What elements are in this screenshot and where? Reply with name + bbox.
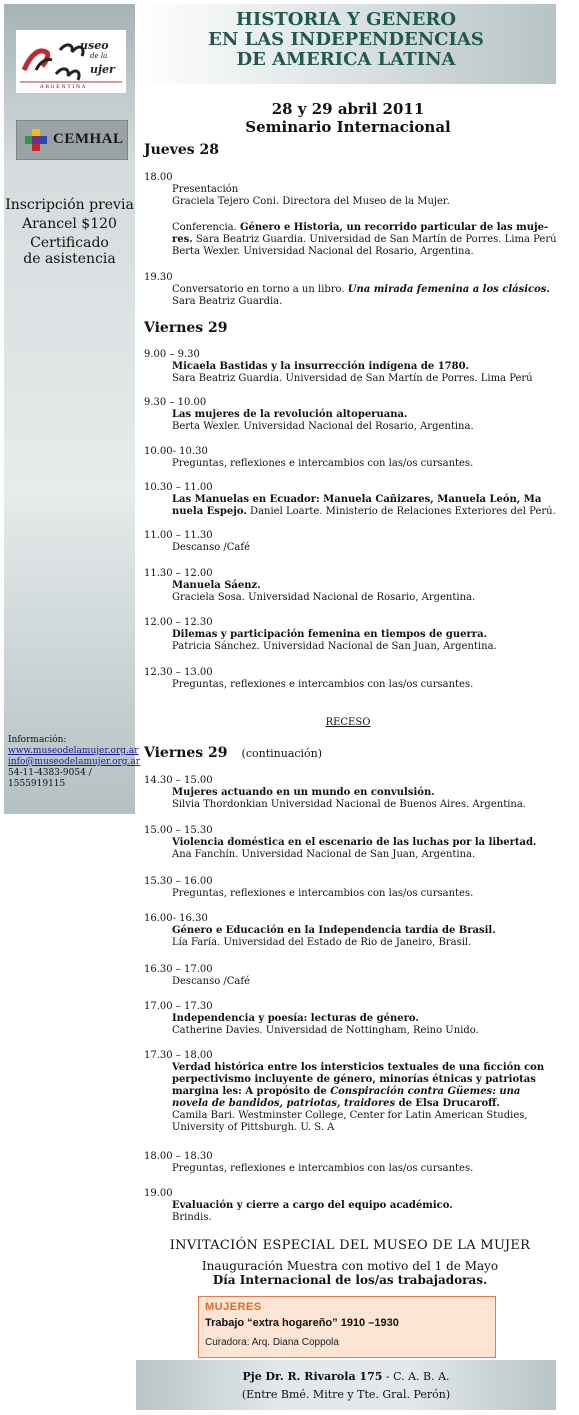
item-title: Género e Educación en la Independencia tardía de Brasil.: [172, 925, 496, 936]
item-speaker: Catherine Davies. Universidad de Nottingham, Reino Unido.: [172, 1025, 479, 1036]
item-line: [144, 222, 558, 234]
logo-text-museo: useo: [80, 39, 109, 52]
program-item: [144, 397, 558, 433]
item-line: [144, 506, 558, 518]
invitation-highlight: Día Internacional de los/as trabajadoras.: [212, 1273, 488, 1287]
item-title: Las mujeres de la revolución altoperuana.: [172, 409, 408, 420]
item-title: Micaela Bastidas y la insurrección indígena de 1780.: [172, 361, 470, 372]
item-line: Descanso /Café: [172, 976, 251, 987]
item-line: [144, 284, 558, 296]
program-item: [144, 667, 558, 691]
email-link[interactable]: info@museodelamujer.org.ar: [8, 757, 141, 767]
item-time: 10.00- 10.30: [144, 446, 208, 457]
program-item: [144, 1001, 558, 1037]
item-time: 18.00 – 18.30: [144, 1151, 213, 1162]
item-title: Violencia doméstica en el escenario de las luchas por la libertad.: [172, 837, 537, 848]
website-link[interactable]: www.museodelamujer.org.ar: [8, 746, 139, 756]
item-title: Género e Historia, un recorrido particular de las muje-: [240, 222, 549, 233]
logo-text-argentina: A R G E N T I N A: [40, 84, 86, 90]
day-heading-viernes: Viernes 29: [144, 320, 228, 336]
item-speaker: Berta Wexler. Universidad Nacional del Rosario, Argentina.: [172, 421, 474, 432]
item-line: Preguntas, reflexiones e intercambios con las/os cursantes.: [172, 888, 474, 899]
invitation-title: INVITACIÓN ESPECIAL DEL MUSEO DE LA MUJER: [169, 1238, 531, 1253]
item-time: 19.00: [144, 1188, 173, 1199]
cemhal-logo: [16, 120, 128, 160]
item-line: Descanso /Café: [172, 542, 251, 553]
item-speaker: Silvia Thordonkian Universidad Nacional de Buenos Aires. Argentina.: [172, 799, 526, 810]
item-speaker: Berta Wexler. Universidad Nacional del Rosario, Argentina.: [172, 246, 474, 257]
item-line: Preguntas, reflexiones e intercambios con las/os cursantes.: [172, 1163, 474, 1174]
invitation-line: Inauguración Muestra con motivo del 1 de Mayo: [201, 1259, 499, 1273]
program-item: [144, 876, 558, 900]
program-item: [144, 222, 558, 258]
program-item: [144, 617, 558, 653]
item-title-cont: nuela Espejo.: [172, 506, 247, 517]
program-item: [144, 1188, 558, 1224]
item-time: 9.00 – 9.30: [144, 349, 200, 360]
item-speaker: University of Pittsburgh. U. S. A: [172, 1122, 335, 1133]
museo-logo: [16, 30, 126, 93]
exhibition-title: MUJERES: [205, 1301, 262, 1313]
contact-phone: 54-11-4383-9054 / 1555919115: [8, 768, 92, 789]
program-item: [144, 775, 558, 811]
item-title-cont: margina les: A propósito de: [172, 1086, 331, 1097]
program-item: [144, 530, 558, 554]
program-item: [144, 825, 558, 861]
contact-info: [8, 735, 141, 790]
item-time: 19.30: [144, 272, 173, 283]
item-time: 11.00 – 11.30: [144, 530, 213, 541]
item-speaker: Ana Fanchín. Universidad Nacional de San Juan, Argentina.: [172, 849, 476, 860]
program-item: [144, 568, 558, 604]
info-fee: Arancel $120: [22, 216, 117, 232]
info-registration: Inscripción previa: [5, 197, 134, 213]
program-item: [144, 913, 558, 949]
day-heading-viernes-cont: [144, 745, 322, 761]
registration-info: [4, 197, 135, 267]
program-item: [144, 482, 558, 518]
item-time: 12.30 – 13.00: [144, 667, 213, 678]
exhibition-subtitle: Trabajo “extra hogareño” 1910 –1930: [205, 1317, 399, 1329]
item-time: 9.30 – 10.00: [144, 397, 207, 408]
exhibition-box: [198, 1296, 496, 1358]
item-time: 17.30 – 18.00: [144, 1050, 213, 1061]
item-time: 15.30 – 16.00: [144, 876, 213, 887]
item-speaker: Graciela Tejero Coni. Directora del Museo de la Mujer.: [172, 196, 450, 207]
footer-address: [136, 1360, 556, 1386]
item-line: [144, 1098, 558, 1110]
item-time: 11.30 – 12.00: [144, 568, 213, 579]
item-speaker: Daniel Loarte. Ministerio de Relaciones Exteriores del Perú.: [246, 506, 556, 517]
item-prefix: Conversatorio en torno a un libro.: [172, 284, 348, 295]
event-dates: [136, 100, 560, 136]
book-title-cont: novela de bandidos, patriotas, traidores: [172, 1098, 396, 1109]
item-speaker: Patricia Sánchez. Universidad Nacional de San Juan, Argentina.: [172, 641, 497, 652]
item-title: Independencia y poesía: lecturas de género.: [172, 1013, 419, 1024]
book-title: Conspiración contra Güemes: una: [330, 1086, 521, 1097]
page-footer: [136, 1360, 556, 1410]
item-title-cont: res.: [172, 234, 193, 245]
footer-between: (Entre Bmé. Mitre y Tte. Gral. Perón): [241, 1388, 451, 1401]
event-date: 28 y 29 abril 2011: [271, 100, 425, 118]
page-header: [136, 4, 556, 84]
item-title: Manuela Sáenz.: [172, 580, 261, 591]
item-time: 10.30 – 11.00: [144, 482, 213, 493]
event-subtitle: Seminario Internacional: [245, 118, 451, 136]
cemhal-emblem-icon: [25, 129, 47, 151]
title-line-1: HISTORIA Y GENERO: [235, 9, 457, 30]
item-time: 15.00 – 15.30: [144, 825, 213, 836]
item-line: [144, 1086, 558, 1098]
item-title: Dilemas y participación femenina en tiempos de guerra.: [172, 629, 488, 640]
item-time: 16.00- 16.30: [144, 913, 208, 924]
item-time: 16.30 – 17.00: [144, 964, 213, 975]
program-item: [144, 1050, 558, 1134]
footer-street: Pje Dr. R. Rivarola 175: [242, 1370, 383, 1383]
item-line: Preguntas, reflexiones e intercambios con las/os cursantes.: [172, 679, 474, 690]
recess-label: RECESO: [325, 717, 371, 728]
exhibition-curator: Curadora: Arq. Diana Coppola: [205, 1337, 339, 1348]
item-time: 17.00 – 17.30: [144, 1001, 213, 1012]
item-speaker: Camila Bari. Westminster College, Center for Latin American Studies,: [172, 1110, 528, 1121]
sidebar: [4, 4, 141, 814]
item-time: 18.00: [144, 172, 173, 183]
program-item: [144, 272, 558, 308]
special-invitation: [140, 1238, 560, 1288]
program-item: [144, 446, 558, 470]
item-line: Brindis.: [172, 1212, 212, 1223]
program-item: [144, 1151, 558, 1175]
item-title-cont: perpectivismo incluyente de género, minorías étnicas y patriotas: [172, 1074, 536, 1085]
logo-text-mujer: ujer: [90, 63, 115, 76]
title-line-2: EN LAS INDEPENDENCIAS: [208, 29, 484, 50]
item-line: [144, 234, 558, 246]
item-line: Preguntas, reflexiones e intercambios con las/os cursantes.: [172, 458, 474, 469]
contact-label: Información:: [8, 735, 67, 745]
logo-text-de-la: de la: [90, 52, 108, 60]
item-speaker: Sara Beatriz Guardia. Universidad de San Martín de Porres. Lima Perú: [192, 234, 557, 245]
item-speaker: Lía Faría. Universidad del Estado de Rio de Janeiro, Brasil.: [172, 937, 472, 948]
title-line-3: DE AMERICA LATINA: [236, 49, 456, 70]
day-heading-text: Viernes 29: [144, 745, 228, 761]
program-item: [144, 172, 558, 208]
info-certificate: Certificado de asistencia: [23, 235, 116, 267]
book-author: de Elsa Drucaroff.: [395, 1098, 500, 1109]
item-speaker: Sara Beatriz Guardia. Universidad de San Martín de Porres. Lima Perú: [172, 373, 533, 384]
item-time: 12.00 – 12.30: [144, 617, 213, 628]
item-speaker: Sara Beatriz Guardia.: [172, 296, 283, 307]
item-title: Mujeres actuando en un mundo en convulsión.: [172, 787, 435, 798]
program-item: [144, 964, 558, 988]
program-item: [144, 349, 558, 385]
item-title: Verdad histórica entre los intersticios textuales de una ficción con: [172, 1062, 545, 1073]
day-heading-jueves: Jueves 28: [144, 142, 219, 158]
item-title: Una mirada femenina a los clásicos.: [347, 284, 550, 295]
item-title: Las Manuelas en Ecuador: Manuela Cañizares, Manuela León, Ma: [172, 494, 542, 505]
item-speaker: Graciela Sosa. Universidad Nacional de Rosario, Argentina.: [172, 592, 476, 603]
item-time: 14.30 – 15.00: [144, 775, 213, 786]
item-title: Evaluación y cierre a cargo del equipo académico.: [172, 1200, 453, 1211]
cemhal-name: CEMHAL: [53, 131, 124, 147]
item-line: Presentación: [172, 184, 239, 195]
footer-city: - C. A. B. A.: [382, 1370, 450, 1383]
day-heading-cont: (continuación): [241, 747, 323, 760]
item-prefix: Conferencia.: [172, 222, 240, 233]
